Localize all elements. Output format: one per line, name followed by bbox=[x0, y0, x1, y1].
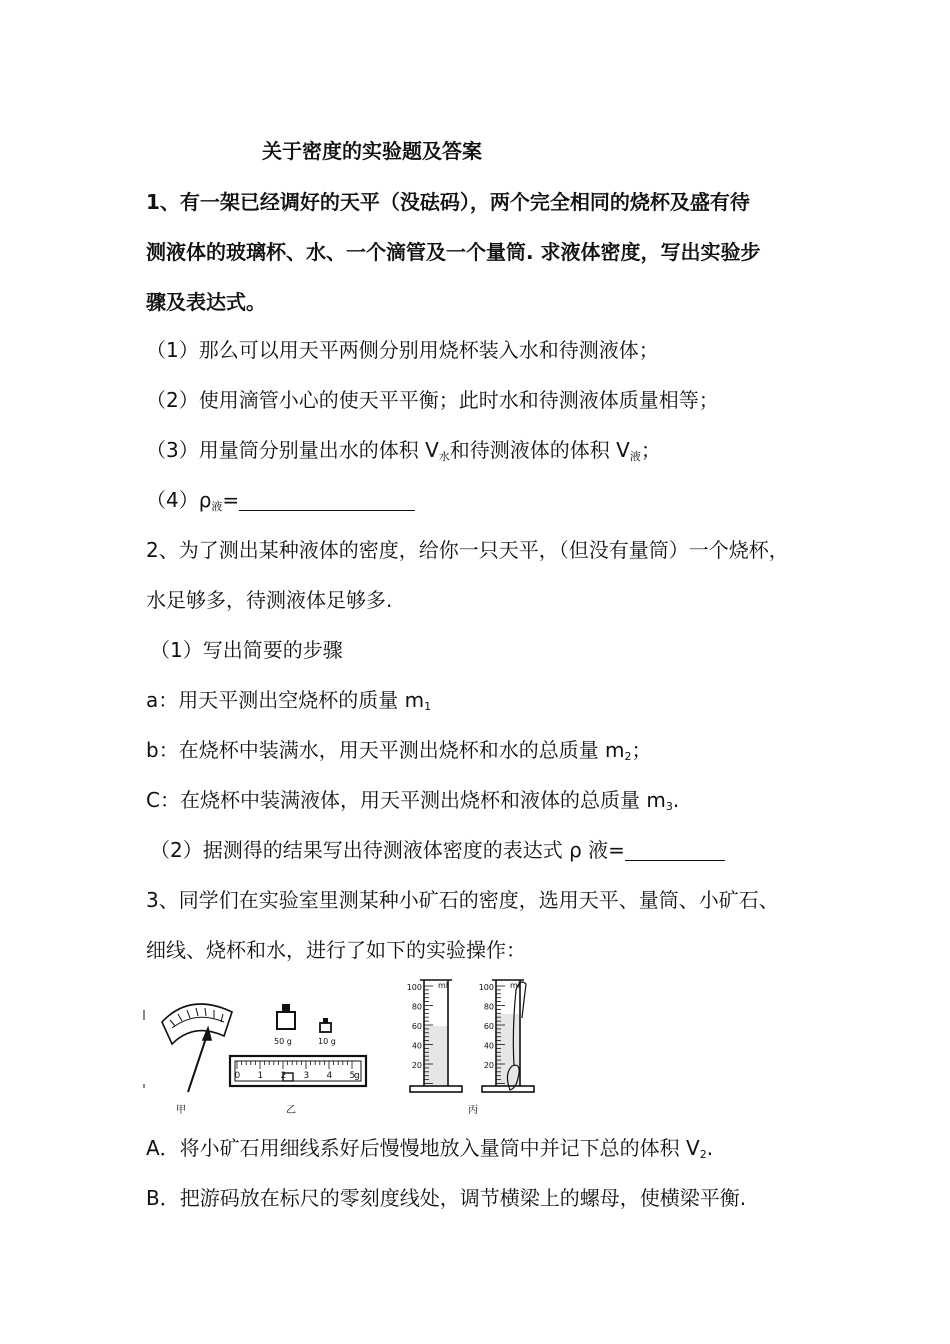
q3-option-b: B．把游码放在标尺的零刻度线处，调节横梁上的螺母，使横梁平衡. bbox=[146, 1186, 747, 1210]
rider-ruler bbox=[230, 1056, 366, 1086]
cylinder-base bbox=[482, 1086, 534, 1092]
cylinder-unit: ml bbox=[510, 981, 521, 990]
weight-10g bbox=[320, 1018, 331, 1032]
q1-line-1: 1、有一架已经调好的天平（没砝码），两个完全相同的烧杯及盛有待 bbox=[146, 190, 750, 214]
cylinder-tick-label: 40 bbox=[411, 1041, 422, 1051]
cylinder-tick-label: 20 bbox=[411, 1061, 422, 1070]
cylinder-tick-label: 40 bbox=[483, 1041, 494, 1051]
graduated-cylinder-1 bbox=[407, 980, 462, 1092]
ruler-tick-label: 3 bbox=[303, 1071, 310, 1081]
cylinder-unit: ml bbox=[438, 981, 449, 990]
q2-part-2: （2）据测得的结果写出待测液体密度的表达式 ρ 液= bbox=[150, 835, 725, 865]
ruler-unit: g bbox=[354, 1071, 360, 1081]
ruler-ticks bbox=[235, 1061, 360, 1081]
cylinder-base bbox=[410, 1086, 462, 1092]
ruler-tick-label: 0 bbox=[234, 1071, 241, 1081]
q1-step-4: $(4)\rho_液=$ bbox=[146, 485, 415, 522]
page-title: 关于密度的实验题及答案 bbox=[262, 139, 482, 163]
ruler-tick-label: 2 bbox=[280, 1071, 287, 1081]
balance-dial bbox=[162, 1004, 232, 1092]
q3-line-1: 3、同学们在实验室里测某种小矿石的密度，选用天平、量筒、小矿石、 bbox=[146, 888, 779, 912]
figure-label-a: 甲 bbox=[176, 1105, 186, 1116]
cylinder-tick-label: 20 bbox=[483, 1061, 494, 1070]
q3-option-a: A．将小矿石用细线系好后慢慢地放入量筒中并记下总的体积 $V_2$. bbox=[146, 1136, 714, 1161]
figure-label-c: 丙 bbox=[468, 1105, 478, 1116]
q2-step-b: b：在烧杯中装满水，用天平测出烧杯和水的总质量 $m_2$； bbox=[146, 738, 652, 763]
answer-blank-2 bbox=[625, 838, 725, 861]
q1-step-3: （3）用量筒分别量出水的体积 $V_水$和待测液体的体积 $V_液$； bbox=[146, 438, 661, 463]
q1-step-2: （2）使用滴管小心的使天平平衡；此时水和待测液体质量相等； bbox=[146, 388, 719, 412]
q1-line-3: 骤及表达式。 bbox=[146, 290, 266, 314]
weight-10g-label: 10 g bbox=[318, 1037, 336, 1046]
weight-50g-label: 50 g bbox=[274, 1037, 292, 1046]
cylinder-tick-label: 100 bbox=[406, 983, 422, 992]
q2-part-1: （1）写出简要的步骤 bbox=[150, 638, 343, 662]
ruler-tick-label: 5 bbox=[349, 1071, 356, 1081]
weight-50g bbox=[277, 1004, 295, 1029]
answer-blank-1 bbox=[239, 488, 415, 511]
ruler-tick-label: 1 bbox=[257, 1071, 264, 1081]
q2-line-2: 水足够多，待测液体足够多. bbox=[146, 588, 393, 612]
cylinder-tick-label: 60 bbox=[483, 1022, 494, 1031]
q2-step-a: a：用天平测出空烧杯的质量 $m_1$ bbox=[146, 688, 432, 713]
cylinder-tick-label: 60 bbox=[411, 1022, 422, 1031]
q3-line-2: 细线、烧杯和水，进行了如下的实验操作： bbox=[146, 938, 526, 962]
cylinder-tick-label: 80 bbox=[411, 1002, 422, 1012]
cylinder-tick-label: 100 bbox=[478, 983, 494, 992]
ruler-tick-label: 4 bbox=[326, 1071, 333, 1081]
figure-label-b: 乙 bbox=[286, 1105, 296, 1116]
q2-line-1: 2、为了测出某种液体的密度，给你一只天平，（但没有量筒）一个烧杯， bbox=[146, 538, 789, 562]
graduated-cylinder-2 bbox=[479, 980, 534, 1092]
experiment-figure bbox=[140, 970, 560, 1122]
q1-step-1: （1）那么可以用天平两侧分别用烧杯装入水和待测液体； bbox=[146, 338, 659, 362]
cylinder-tick-label: 80 bbox=[483, 1002, 494, 1012]
q1-line-2: 测液体的玻璃杯、水、一个滴管及一个量筒. 求液体密度，写出实验步 bbox=[146, 240, 761, 264]
q2-step-c: C：在烧杯中装满液体，用天平测出烧杯和液体的总质量 $m_3$. bbox=[146, 788, 680, 813]
